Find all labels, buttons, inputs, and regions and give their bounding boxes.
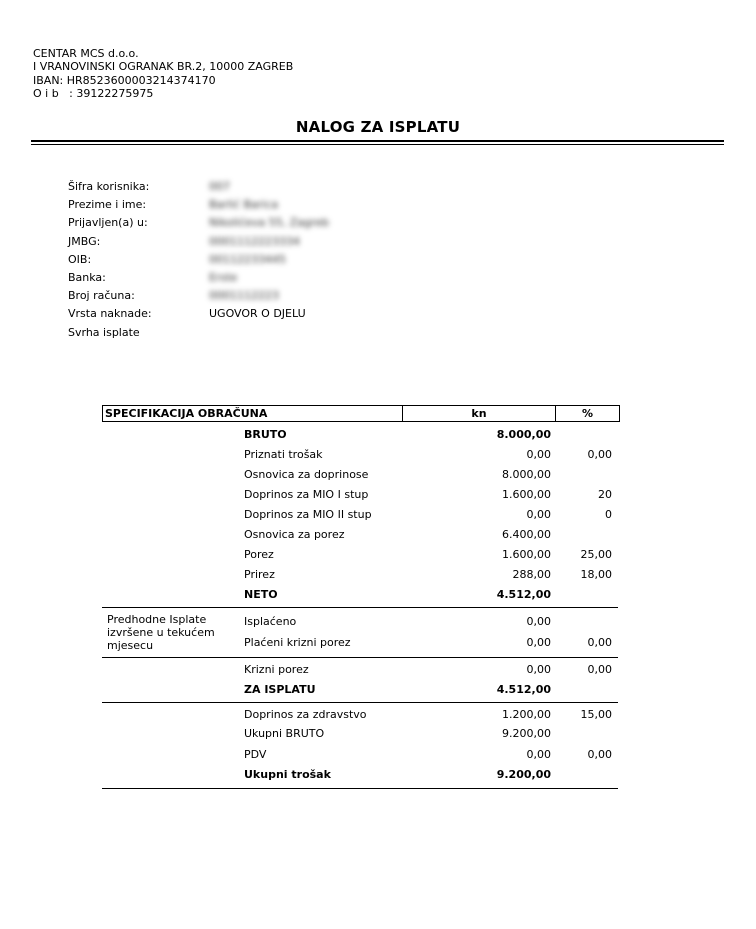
row-amount: 6.400,00 <box>502 528 551 541</box>
info-label: Prijavljen(a) u: <box>68 216 148 230</box>
row-percent: 0,00 <box>587 663 612 676</box>
row-label: Krizni porez <box>244 663 309 676</box>
row-label: Porez <box>244 548 274 561</box>
row-percent: 0,00 <box>587 448 612 461</box>
spec-row <box>0 615 756 631</box>
row-label: PDV <box>244 748 267 761</box>
spec-row-bruto <box>0 428 756 444</box>
spec-row <box>0 636 756 652</box>
section-divider <box>102 702 618 703</box>
info-value: 0001112223 <box>209 289 279 303</box>
row-label: Osnovica za doprinose <box>244 468 369 481</box>
spec-row <box>0 448 756 464</box>
row-label: Prirez <box>244 568 275 581</box>
info-value: Nikolićeva 55, Zagreb <box>209 216 329 230</box>
spec-row <box>0 508 756 524</box>
row-amount: 9.200,00 <box>502 727 551 740</box>
row-amount: 9.200,00 <box>496 768 551 781</box>
info-label: Prezime i ime: <box>68 198 147 212</box>
spec-row <box>0 708 756 724</box>
row-amount: 8.000,00 <box>496 428 551 441</box>
row-percent: 15,00 <box>580 708 612 721</box>
spec-row <box>0 568 756 584</box>
info-value: UGOVOR O DJELU <box>209 307 306 321</box>
row-amount: 0,00 <box>526 748 551 761</box>
row-label: Ukupni BRUTO <box>244 727 325 740</box>
row-amount: 4.512,00 <box>496 683 551 696</box>
title-rule-thin <box>31 144 724 145</box>
row-label: Plaćeni krizni porez <box>244 636 351 649</box>
company-address: I VRANOVINSKI OGRANAK BR.2, 10000 ZAGREB <box>33 60 294 74</box>
row-amount: 4.512,00 <box>496 588 551 601</box>
row-amount: 0,00 <box>526 448 551 461</box>
spec-table-header <box>102 405 620 422</box>
row-percent: 0,00 <box>587 636 612 649</box>
spec-row-za-isplatu <box>0 683 756 699</box>
company-header <box>33 47 293 101</box>
spec-row <box>0 468 756 484</box>
row-amount: 0,00 <box>526 508 551 521</box>
spec-row <box>0 748 756 764</box>
info-label: Svrha isplate <box>68 325 140 339</box>
row-amount: 1.600,00 <box>502 488 551 501</box>
spec-row <box>0 663 756 679</box>
section-divider <box>102 607 618 608</box>
spec-row <box>0 488 756 504</box>
spec-header-title: SPECIFIKACIJA OBRAČUNA <box>105 407 268 420</box>
row-amount: 0,00 <box>526 636 551 649</box>
info-label: Šifra korisnika: <box>68 180 150 193</box>
row-amount: 8.000,00 <box>502 468 551 481</box>
row-label: Isplaćeno <box>244 615 297 628</box>
row-amount: 0,00 <box>526 615 551 628</box>
info-label: Vrsta naknade: <box>68 307 152 321</box>
row-label: Priznati trošak <box>244 448 323 461</box>
spec-row <box>0 727 756 743</box>
row-label: NETO <box>244 588 278 601</box>
row-label: Doprinos za MIO II stup <box>244 508 372 521</box>
info-value: Erste <box>209 270 238 284</box>
table-bottom-rule <box>102 788 618 789</box>
spec-row-ukupni-trosak <box>0 768 756 784</box>
row-percent: 25,00 <box>580 548 612 561</box>
spec-header-kn: kn <box>471 407 487 420</box>
row-label: BRUTO <box>244 428 287 441</box>
title-rule-thick <box>31 140 724 142</box>
info-value: 00112233445 <box>209 252 286 266</box>
company-oib: O i b : 39122275975 <box>33 87 154 101</box>
info-label: JMBG: <box>68 234 101 248</box>
document-title: NALOG ZA ISPLATU <box>295 118 461 136</box>
info-value: 0001112223334 <box>209 234 300 248</box>
row-amount: 1.600,00 <box>502 548 551 561</box>
spec-header-pct: % <box>581 407 594 420</box>
row-percent: 0,00 <box>587 748 612 761</box>
info-value: Barlić Barica <box>209 198 279 212</box>
row-label: ZA ISPLATU <box>244 683 316 696</box>
row-label: Doprinos za zdravstvo <box>244 708 367 721</box>
info-value: 007 <box>209 180 230 193</box>
row-percent: 18,00 <box>580 568 612 581</box>
spec-row <box>0 548 756 564</box>
section-divider <box>102 657 618 658</box>
spec-row <box>0 528 756 544</box>
info-label: OIB: <box>68 252 92 266</box>
company-name: CENTAR MCS d.o.o. <box>33 47 139 60</box>
previous-payments-label: Predhodne Isplate izvršene u tekućem mjesecu <box>107 613 215 652</box>
company-iban: IBAN: HR8523600003214374170 <box>33 73 216 87</box>
row-percent: 20 <box>598 488 612 501</box>
info-label: Broj računa: <box>68 289 135 303</box>
spec-row-neto <box>0 588 756 604</box>
row-label: Ukupni trošak <box>244 768 331 781</box>
row-amount: 1.200,00 <box>502 708 551 721</box>
row-label: Doprinos za MIO I stup <box>244 488 369 501</box>
info-label: Banka: <box>68 270 106 284</box>
row-percent: 0 <box>605 508 612 521</box>
row-amount: 0,00 <box>526 663 551 676</box>
row-amount: 288,00 <box>512 568 551 581</box>
row-label: Osnovica za porez <box>244 528 345 541</box>
